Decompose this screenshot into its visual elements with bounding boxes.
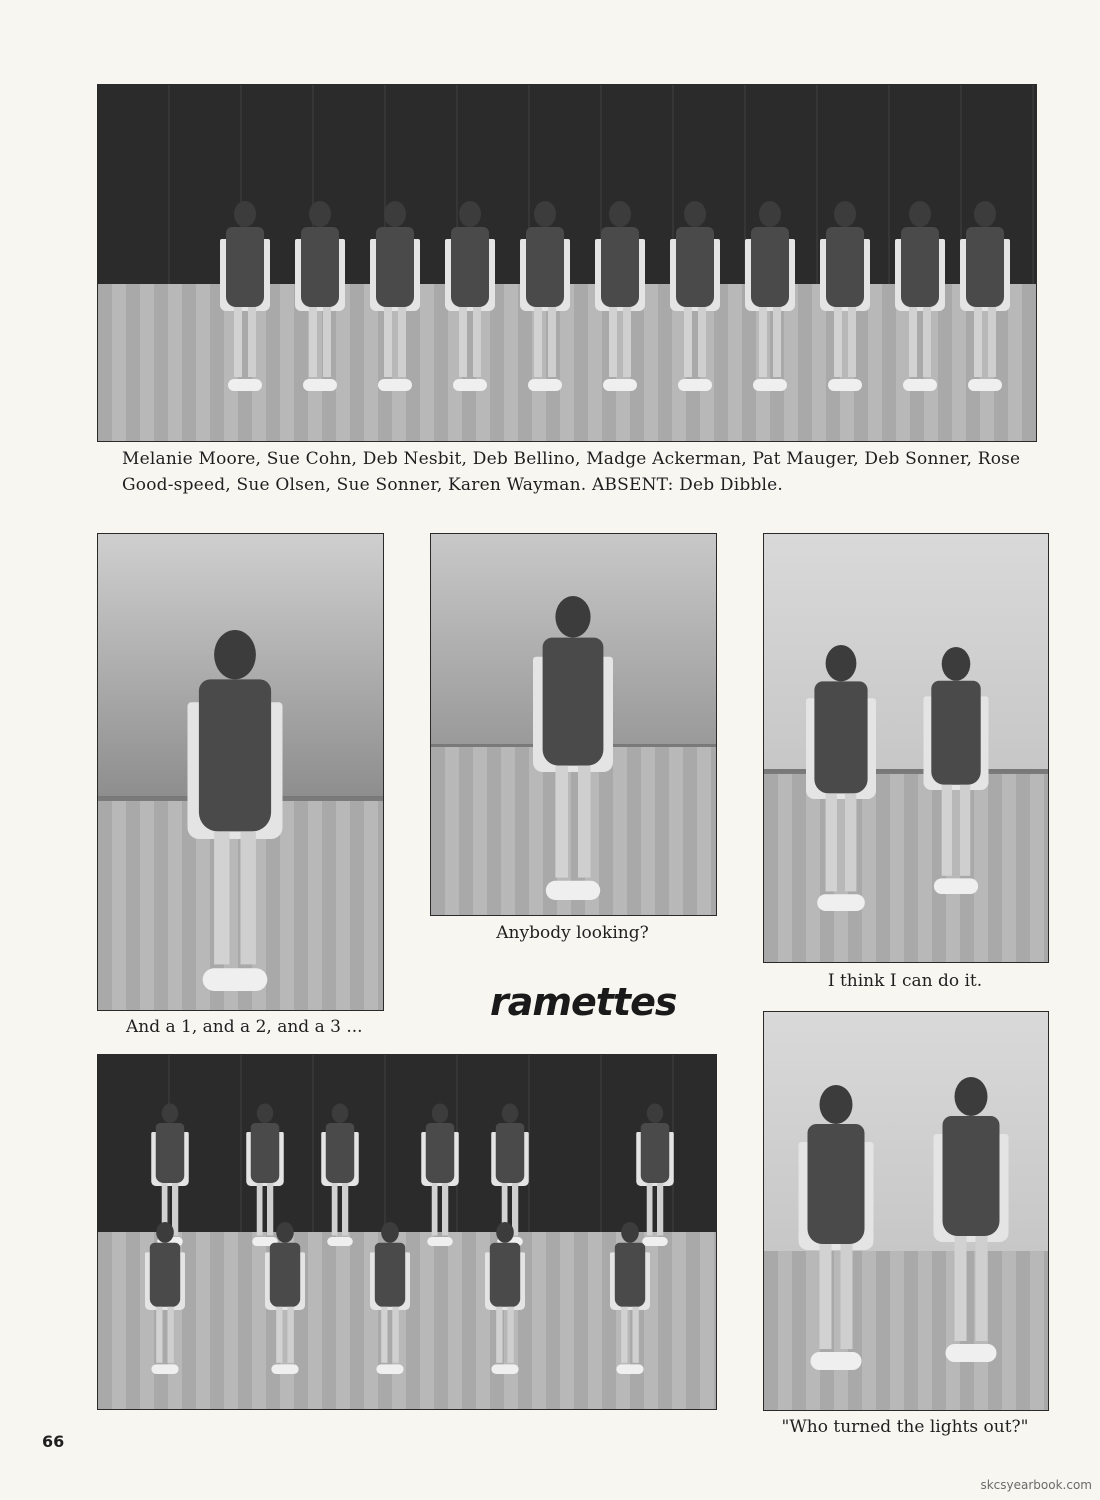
dancer-figure bbox=[184, 630, 287, 991]
dancer-figure bbox=[931, 1077, 1012, 1362]
dancer-figure bbox=[608, 1222, 651, 1374]
dancer-figure bbox=[893, 201, 947, 391]
bottom-right-photo-caption: "Who turned the lights out?" bbox=[781, 1417, 1029, 1437]
watermark: skcsyearbook.com bbox=[980, 1478, 1092, 1492]
dancer-figure bbox=[593, 201, 647, 391]
dancer-figure bbox=[443, 201, 497, 391]
page-number: 66 bbox=[42, 1432, 65, 1451]
dancer-figure bbox=[530, 596, 616, 900]
dancer-figure bbox=[368, 1222, 411, 1374]
center-photo-caption: Anybody looking? bbox=[496, 923, 649, 943]
dancer-figure bbox=[958, 201, 1012, 391]
dancer-figure bbox=[320, 1104, 361, 1247]
dancer-figure bbox=[368, 201, 422, 391]
group-photo-bottom bbox=[97, 1054, 717, 1410]
dancer-figure bbox=[143, 1222, 186, 1374]
dancer-figure bbox=[921, 647, 991, 894]
gym-wall bbox=[98, 1055, 716, 1232]
dancer-figure bbox=[218, 201, 272, 391]
photo-dancers-bottom-right bbox=[763, 1011, 1049, 1411]
photo-dancer-left bbox=[97, 533, 384, 1011]
photo-dancer-center bbox=[430, 533, 717, 916]
dancer-figure bbox=[818, 201, 872, 391]
right-photo-caption: I think I can do it. bbox=[827, 971, 983, 991]
dancer-figure bbox=[803, 645, 879, 911]
dancer-figure bbox=[483, 1222, 526, 1374]
group-photo-caption: Melanie Moore, Sue Cohn, Deb Nesbit, Deb Bellino, Madge Ackerman, Pat Mauger, Deb Sonner, Rose Good-speed, Sue Olsen, Sue Sonner, Karen Wayman. ABSENT: Deb Dibble. bbox=[122, 449, 1021, 495]
page-title: ramettes bbox=[490, 980, 677, 1024]
dancer-figure bbox=[293, 201, 347, 391]
dancer-figure bbox=[263, 1222, 306, 1374]
dancer-figure bbox=[796, 1085, 877, 1370]
dancer-figure bbox=[420, 1104, 461, 1247]
left-photo-caption: And a 1, and a 2, and a 3 ... bbox=[126, 1017, 363, 1037]
photo-dancers-right bbox=[763, 533, 1049, 963]
group-photo-top bbox=[97, 84, 1037, 442]
dancer-figure bbox=[668, 201, 722, 391]
dancer-figure bbox=[518, 201, 572, 391]
dancer-figure bbox=[743, 201, 797, 391]
